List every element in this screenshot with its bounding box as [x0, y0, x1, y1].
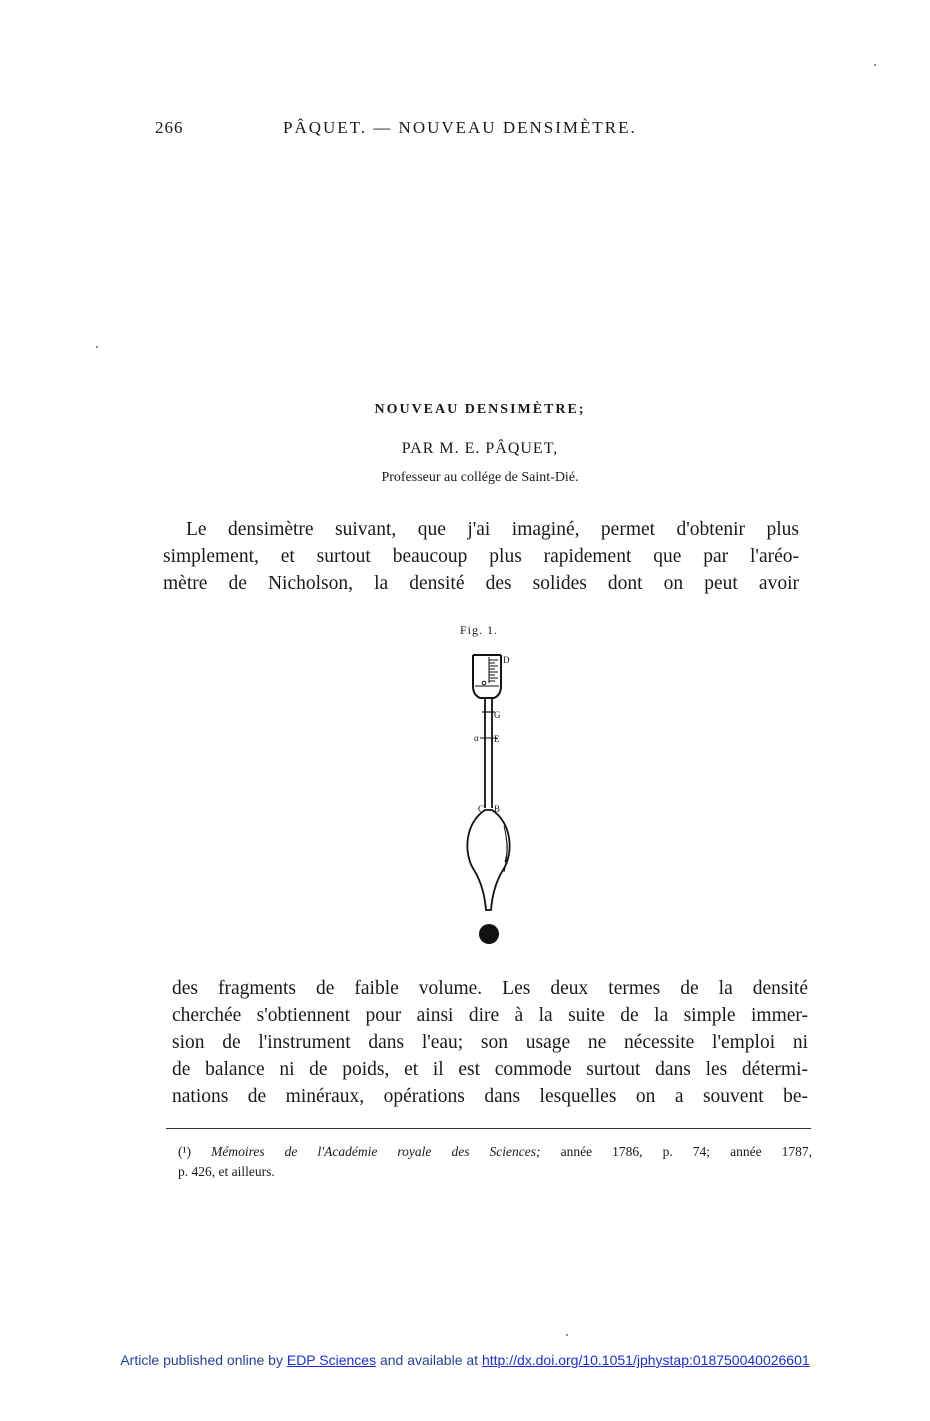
author-line: PAR M. E. PÂQUET,: [401, 440, 559, 457]
figure-label-e: E: [494, 734, 500, 744]
paragraph-continuation: [172, 975, 808, 1110]
figure-label-g: G: [494, 710, 501, 720]
footnote-divider: [166, 1128, 811, 1129]
footnote-citation: Mémoires de l'Académie royale des Sciences;: [211, 1144, 541, 1159]
article-title: NOUVEAU DENSIMÈTRE;: [374, 402, 586, 417]
text-line: sion de l'instrument dans l'eau; son usage ne nécessite l'emploi ni: [172, 1032, 808, 1053]
figure-label-c: C: [478, 804, 485, 814]
text-line: nations de minéraux, opérations dans lesquelles on a souvent be-: [172, 1086, 808, 1107]
author-affiliation: Professeur au collége de Saint-Dié.: [381, 470, 579, 485]
text-line: de balance ni de poids, et il est commode surtout dans les détermi-: [172, 1059, 808, 1080]
publisher-link[interactable]: EDP Sciences: [286, 1352, 377, 1368]
running-head: [155, 118, 675, 140]
ballast-weight: [479, 924, 499, 944]
banner-middle: and available at: [379, 1352, 479, 1368]
figure-caption: Fig. 1.: [460, 623, 499, 637]
publisher-banner: [0, 1352, 930, 1368]
figure-label-b: B: [494, 804, 501, 814]
text-line: mètre de Nicholson, la densité des solides dont on peut avoir: [163, 573, 799, 594]
footnote-line-2: p. 426, et ailleurs.: [178, 1164, 275, 1179]
text-line: simplement, et surtout beaucoup plus rapidement que par l'aréo-: [163, 546, 799, 567]
banner-prefix: Article published online by: [120, 1352, 283, 1368]
footnote: [178, 1142, 812, 1182]
footnote-details: année 1786, p. 74; année 1787,: [560, 1144, 813, 1159]
bulb: [467, 810, 509, 910]
scan-speck: [96, 346, 98, 348]
figure-label-d: D: [503, 655, 510, 665]
page-number: 266: [155, 118, 184, 137]
doi-link[interactable]: http://dx.doi.org/10.1051/jphystap:018750040026601: [481, 1352, 810, 1368]
scan-speck: [566, 1334, 568, 1336]
text-line: cherchée s'obtiennent pour ainsi dire à la suite de la simple immer-: [172, 1005, 808, 1026]
running-title: PÂQUET. — NOUVEAU DENSIMÈTRE.: [283, 118, 637, 137]
graduated-tube: [473, 655, 501, 698]
text-line: des fragments de faible volume. Les deux termes de la densité: [172, 978, 808, 999]
densimeter-figure: [460, 648, 530, 948]
footnote-marker: (¹): [178, 1144, 192, 1159]
scan-speck: [874, 64, 876, 66]
paragraph-intro: [163, 516, 799, 597]
figure-label-alpha: α: [474, 733, 479, 743]
text-line: Le densimètre suivant, que j'ai imaginé, permet d'obtenir plus: [186, 519, 799, 540]
